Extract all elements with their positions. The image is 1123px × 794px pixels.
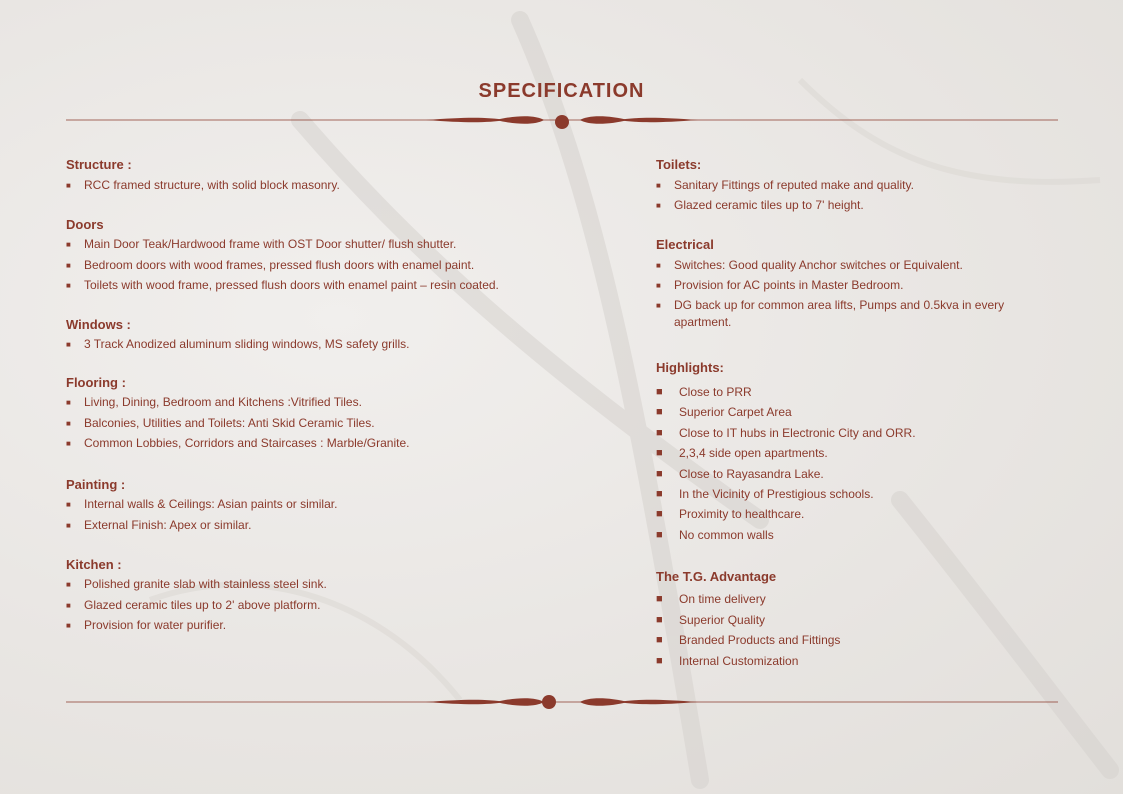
section-heading-kitchen: Kitchen : [66, 557, 122, 572]
large-square-bullet-icon: ■ [656, 593, 663, 605]
large-square-bullet-icon: ■ [656, 614, 663, 626]
section-heading-flooring: Flooring : [66, 375, 126, 390]
large-square-bullet-icon: ■ [656, 508, 663, 520]
large-square-bullet-icon: ■ [656, 655, 663, 667]
section-heading-painting: Painting : [66, 477, 126, 492]
large-square-bullet-icon: ■ [656, 447, 663, 459]
small-square-bullet-icon: ■ [66, 500, 71, 509]
section-heading-toilets: Toilets: [656, 157, 702, 172]
large-square-bullet-icon: ■ [656, 529, 663, 541]
large-square-bullet-icon: ■ [656, 634, 663, 646]
small-square-bullet-icon: ■ [66, 621, 71, 630]
small-square-bullet-icon: ■ [66, 340, 71, 349]
small-square-bullet-icon: ■ [66, 261, 71, 270]
small-square-bullet-icon: ■ [656, 281, 661, 290]
large-square-bullet-icon: ■ [656, 468, 663, 480]
small-square-bullet-icon: ■ [66, 419, 71, 428]
ornamental-divider-icon [66, 112, 1058, 132]
small-square-bullet-icon: ■ [66, 181, 71, 190]
small-square-bullet-icon: ■ [66, 398, 71, 407]
small-square-bullet-icon: ■ [66, 601, 71, 610]
small-square-bullet-icon: ■ [656, 201, 661, 210]
large-square-bullet-icon: ■ [656, 386, 663, 398]
section-heading-doors: Doors [66, 217, 104, 232]
small-square-bullet-icon: ■ [66, 240, 71, 249]
section-heading-windows: Windows : [66, 317, 131, 332]
small-square-bullet-icon: ■ [66, 439, 71, 448]
section-heading-electrical: Electrical [656, 237, 714, 252]
section-heading-highlights: Highlights: [656, 360, 724, 375]
small-square-bullet-icon: ■ [656, 181, 661, 190]
small-square-bullet-icon: ■ [66, 580, 71, 589]
small-square-bullet-icon: ■ [656, 261, 661, 270]
section-heading-tg-advantage: The T.G. Advantage [656, 569, 777, 584]
ornamental-divider-icon [66, 692, 1058, 712]
page-title: SPECIFICATION [478, 80, 645, 102]
small-square-bullet-icon: ■ [66, 281, 71, 290]
small-square-bullet-icon: ■ [656, 301, 661, 310]
small-square-bullet-icon: ■ [66, 521, 71, 530]
section-heading-structure: Structure : [66, 157, 132, 172]
large-square-bullet-icon: ■ [656, 406, 663, 418]
large-square-bullet-icon: ■ [656, 488, 663, 500]
large-square-bullet-icon: ■ [656, 427, 663, 439]
